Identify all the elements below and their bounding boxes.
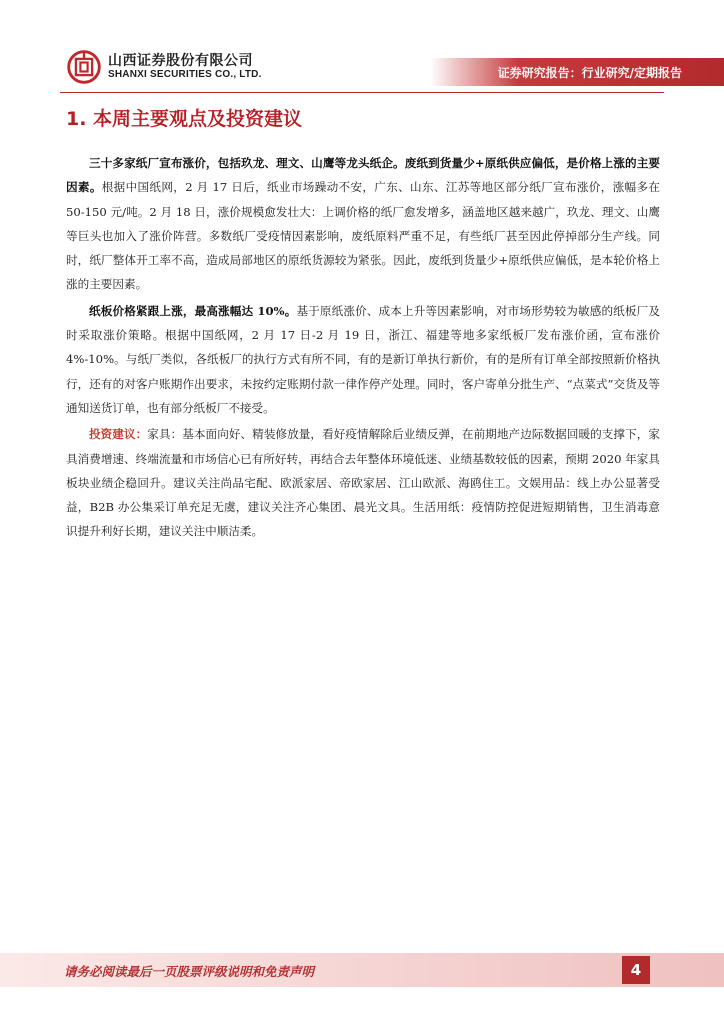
company-name-en: SHANXI SECURITIES CO., LTD. (108, 69, 262, 80)
paragraph-investment-advice (66, 422, 660, 543)
header-divider (60, 92, 664, 93)
paragraph-lead: 三十多家纸厂宣布涨价，包括玖龙、理文、山鹰等龙头纸企。废纸到货量少+原纸供应偏低，是价格上涨的主要因素。 (66, 156, 660, 195)
shanxi-securities-logo-icon (66, 49, 102, 85)
paragraph-paper-price (66, 151, 660, 297)
report-type-banner (430, 58, 724, 86)
page-number: 4 (622, 956, 650, 984)
paragraph-board-price (66, 299, 660, 420)
paragraph-body: 基于原纸涨价、成本上升等因素影响，对市场形势较为敏感的纸板厂及时采取涨价策略。根据中国纸网，2 月 17 日-2 月 19 日，浙江、福建等地多家纸板厂发布涨价函，宣布涨价 4%-10%。与纸厂类似，各纸板厂的执行方式有所不同，有的是新订单执行新价，有的是所有订单全部按照新价格执行，还有的对客户账期作出要求，未按约定账期付款一律作停产处理。同时，客户寄单分批生产、“点菜式”交货及等通知送货订单，也有部分纸板厂不接受。 (66, 303, 660, 415)
section-title: 1. 本周主要观点及投资建议 (66, 108, 303, 130)
footer-disclaimer: 请务必阅读最后一页股票评级说明和免责声明 (64, 964, 315, 979)
report-type-label: 证券研究报告：行业研究/定期报告 (497, 66, 682, 80)
paragraph-lead: 纸板价格紧跟上涨，最高涨幅达 10%。 (89, 303, 297, 318)
paragraph-body: 根据中国纸网，2 月 17 日后，纸业市场躁动不安，广东、山东、江苏等地区部分纸厂宣布涨价，涨幅多在 50-150 元/吨。2 月 18 日，涨价规模愈发壮大：上调价格的纸厂愈发增多，涵盖地区越来越广，玖龙、理文、山鹰等巨头也加入了涨价阵营。多数纸厂受疫情因素影响，废纸原料严重不足，有些纸厂甚至因此停掉部分生产线。同时，纸厂整体开工率不高，造成局部地区的原纸货源较为紧张。因此，废纸到货量少+原纸供应偏低，是本轮价格上涨的主要因素。 (66, 180, 660, 292)
company-name-cn: 山西证券股份有限公司 (108, 53, 253, 69)
paragraph-body: 家具：基本面向好、精装修放量，看好疫情解除后业绩反弹，在前期地产边际数据回暖的支撑下，家具消费增速、终端流量和市场信心已有所好转，再结合去年整体环境低迷、业绩基数较低的因素，预期 2020 年家具板块业绩企稳回升。建议关注尚品宅配、欧派家居、帝欧家居、江山欧派、海鸥住工。文娱用品：线上办公显著受益，B2B 办公集采订单充足无虞，建议关注齐心集团、晨光文具。生活用纸：疫情防控促进短期销售，卫生消毒意识提升利好长期，建议关注中顺洁柔。 (66, 427, 660, 539)
paragraph-lead: 投资建议： (89, 427, 148, 442)
report-body (66, 151, 660, 546)
